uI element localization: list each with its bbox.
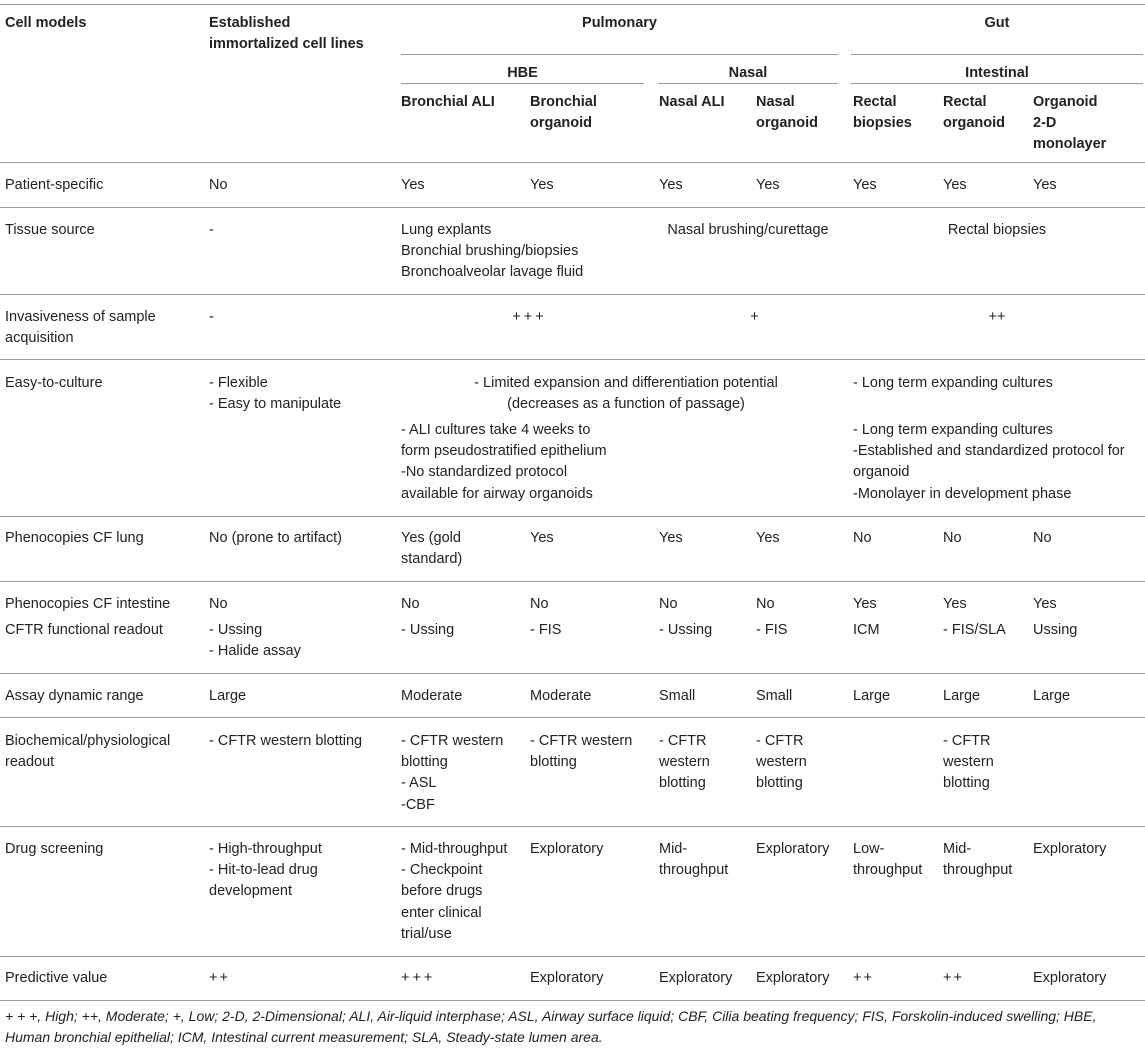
cell: Yes	[530, 530, 554, 546]
cell: No	[853, 530, 872, 546]
cell: Exploratory	[659, 970, 733, 986]
cell: Low- throughput	[853, 841, 923, 879]
cell: ++	[988, 309, 1006, 325]
rule-pulmonary-group	[401, 54, 838, 55]
header-intestinal: Intestinal	[965, 65, 1029, 81]
cell: - CFTR western blotting	[209, 733, 363, 749]
header-established: Established immortalized cell lines	[209, 15, 364, 53]
row-label-dynamic-range: Assay dynamic range	[5, 688, 144, 704]
row-label-biochemical: Biochemical/physiological readout	[5, 733, 171, 771]
cell: - FIS/SLA	[943, 622, 1006, 638]
cell: No	[943, 530, 962, 546]
cell: +	[750, 309, 759, 325]
cell: - High-throughput - Hit-to-lead drug development	[209, 841, 322, 900]
cell: No	[209, 177, 228, 193]
rule-row	[0, 516, 1145, 517]
header-organoid-monolayer: Organoid 2-D monolayer	[1033, 94, 1107, 153]
cell: - ALI cultures take 4 weeks to form pseudostratified epithelium -No standardized protocol available for airway organoids	[401, 422, 607, 502]
cell: Yes	[756, 177, 780, 193]
header-rectal-biopsies: Rectal biopsies	[853, 94, 912, 132]
cell: - CFTR western blotting	[756, 733, 807, 792]
cell: Exploratory	[756, 970, 830, 986]
cell: - Ussing	[401, 622, 455, 638]
header-pulmonary: Pulmonary	[582, 15, 657, 31]
cell: - FIS	[756, 622, 788, 638]
cell: Nasal brushing/curettage	[667, 222, 829, 238]
cell: Exploratory	[1033, 970, 1107, 986]
cell: +++	[401, 970, 436, 986]
cell: - CFTR western blotting	[530, 733, 633, 771]
cell: Exploratory	[756, 841, 830, 857]
cell: Yes	[659, 177, 683, 193]
cell: No	[209, 596, 228, 612]
row-label-cftr-functional: CFTR functional readout	[5, 622, 163, 638]
cell: Yes	[1033, 177, 1057, 193]
row-label-easy-to-culture: Easy-to-culture	[5, 375, 103, 391]
row-label-predictive-value: Predictive value	[5, 970, 108, 986]
cell: No	[530, 596, 549, 612]
rule-top	[0, 4, 1145, 5]
cell: No	[1033, 530, 1052, 546]
cell: No	[659, 596, 678, 612]
cell: Large	[209, 688, 247, 704]
rule-row	[0, 673, 1145, 674]
cell: ++	[853, 970, 874, 986]
row-label-drug-screening: Drug screening	[5, 841, 104, 857]
cell: - Limited expansion and differentiation potential (decreases as a function of passage)	[474, 375, 778, 413]
cell: Ussing	[1033, 622, 1078, 638]
cell: Exploratory	[1033, 841, 1107, 857]
header-rectal-organoid: Rectal organoid	[943, 94, 1006, 132]
rule-row	[0, 717, 1145, 718]
cell: Yes (gold standard)	[401, 530, 463, 568]
header-gut: Gut	[984, 15, 1010, 31]
cell: - Flexible - Easy to manipulate	[209, 375, 342, 413]
cell: -	[209, 222, 214, 238]
cell: ++	[209, 970, 230, 986]
cell: Small	[659, 688, 696, 704]
cell: No (prone to artifact)	[209, 530, 342, 546]
cell: Yes	[530, 177, 554, 193]
cell: Mid- throughput	[943, 841, 1013, 879]
header-nasal-organoid: Nasal organoid	[756, 94, 819, 132]
cell: Exploratory	[530, 841, 604, 857]
rule-row	[0, 294, 1145, 295]
cell: - CFTR western blotting	[659, 733, 710, 792]
rule-header-bottom	[0, 162, 1145, 163]
row-label-invasiveness: Invasiveness of sample acquisition	[5, 309, 156, 347]
cell: - CFTR western blotting	[943, 733, 994, 792]
cell: No	[756, 596, 775, 612]
rule-table-bottom	[0, 1000, 1145, 1001]
cell: Large	[943, 688, 981, 704]
rule-row	[0, 207, 1145, 208]
cell: ICM	[853, 622, 880, 638]
cell: Lung explants Bronchial brushing/biopsies Bronchoalveolar lavage fluid	[401, 222, 584, 281]
row-label-tissue-source: Tissue source	[5, 222, 95, 238]
cell: - Ussing	[659, 622, 713, 638]
cell: Large	[1033, 688, 1071, 704]
cell: Yes	[853, 177, 877, 193]
rule-row	[0, 826, 1145, 827]
rule-gut-group	[851, 54, 1143, 55]
row-label-phenocopies-intestine: Phenocopies CF intestine	[5, 596, 171, 612]
header-nasal-ali: Nasal ALI	[659, 94, 725, 110]
cell: Yes	[943, 177, 967, 193]
row-label-patient-specific: Patient-specific	[5, 177, 104, 193]
cell: Small	[756, 688, 793, 704]
cell: - CFTR western blotting - ASL -CBF	[401, 733, 504, 813]
cell: Exploratory	[530, 970, 604, 986]
cell: - Mid-throughput - Checkpoint before drugs enter clinical trial/use	[401, 841, 508, 942]
header-bronchial-organoid: Bronchial organoid	[530, 94, 597, 132]
rule-row	[0, 956, 1145, 957]
cell: Yes	[659, 530, 683, 546]
cell: -	[209, 309, 214, 325]
cell: Rectal biopsies	[947, 222, 1047, 238]
cell: - Long term expanding cultures	[853, 375, 1053, 391]
cell: ++	[943, 970, 964, 986]
rule-row	[0, 359, 1145, 360]
cell: Yes	[401, 177, 425, 193]
cell: Yes	[756, 530, 780, 546]
row-label-phenocopies-lung: Phenocopies CF lung	[5, 530, 144, 546]
header-hbe: HBE	[507, 65, 538, 81]
cell: - Long term expanding cultures -Established and standardized protocol for organoid -Monolayer in development phase	[853, 422, 1125, 502]
header-bronchial-ali: Bronchial ALI	[401, 94, 495, 110]
rule-row	[0, 581, 1145, 582]
header-cell-models: Cell models	[5, 15, 87, 31]
cell: Moderate	[530, 688, 592, 704]
cell: Large	[853, 688, 891, 704]
table-footnote: + + +, High; ++, Moderate; +, Low; 2-D, 2-Dimensional; ALI, Air-liquid interphase; ASL, Airway surface liquid; CBF, Cilia beating frequency; FIS, Forskolin-induced swelling; HBE, Human bronchial epithelial; ICM, Intestinal current measurement; SLA, Steady-state lumen area.	[5, 1008, 1097, 1045]
cell: - FIS	[530, 622, 562, 638]
cell: No	[401, 596, 420, 612]
cell: Yes	[1033, 596, 1057, 612]
cell: Mid- throughput	[659, 841, 729, 879]
cell: Yes	[943, 596, 967, 612]
cell: +++	[512, 309, 547, 325]
cell: Moderate	[401, 688, 463, 704]
cell: Yes	[853, 596, 877, 612]
header-nasal: Nasal	[728, 65, 768, 81]
cell: - Ussing - Halide assay	[209, 622, 301, 660]
